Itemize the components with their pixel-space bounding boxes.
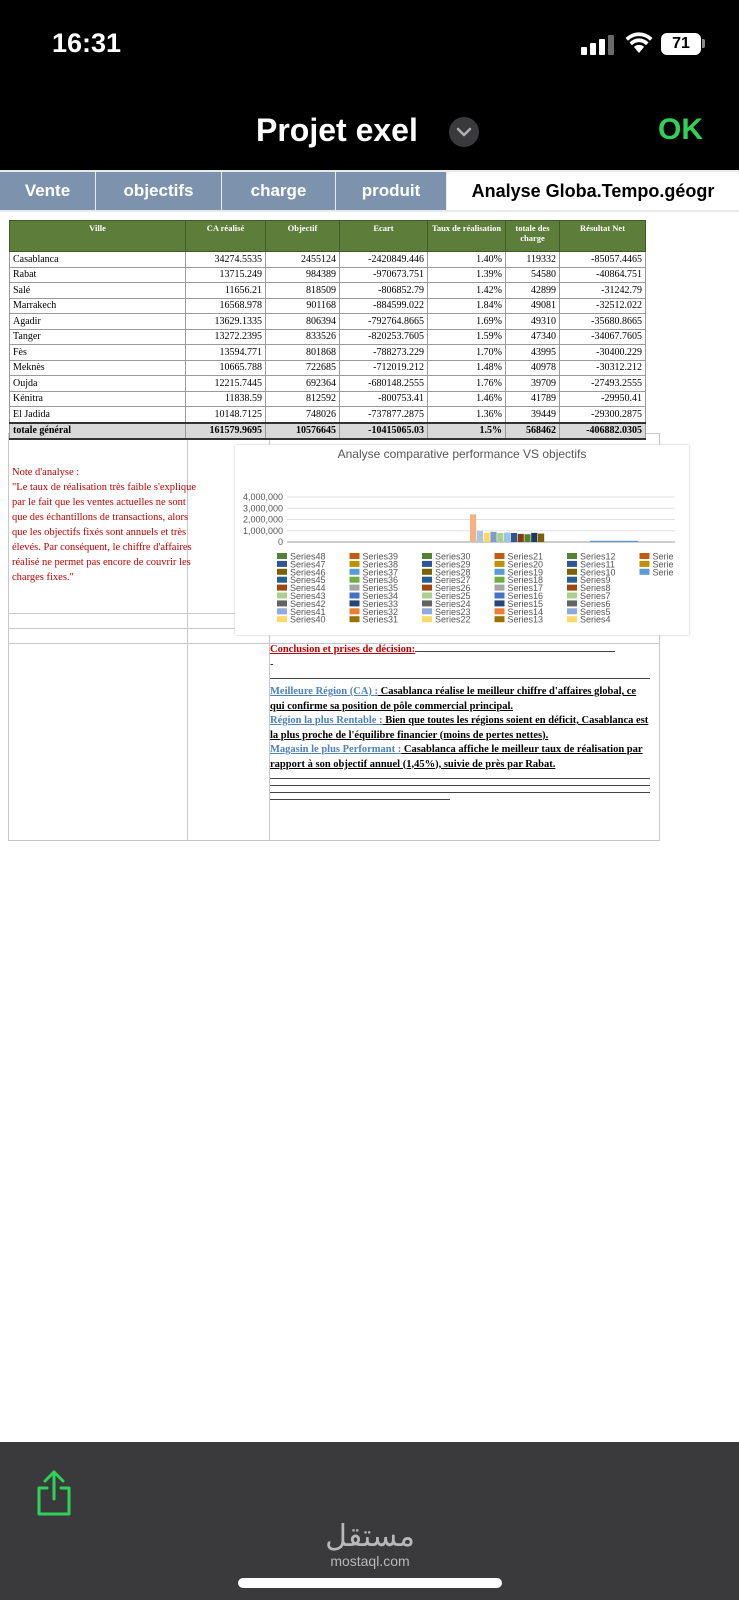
- table-cell[interactable]: 39709: [506, 376, 560, 392]
- legend-label: Series34: [362, 591, 399, 601]
- legend-swatch: [567, 561, 577, 567]
- legend-label: Series47: [290, 559, 326, 570]
- chart-bar: [477, 531, 483, 542]
- note-title: Note d'analyse :: [12, 467, 80, 478]
- legend-label: Series40: [290, 614, 326, 625]
- chart-bar: [518, 534, 524, 542]
- legend-swatch: [350, 561, 360, 567]
- sales-analysis-table: [9, 220, 646, 440]
- table-cell[interactable]: 161579.9695: [186, 423, 266, 440]
- conclusion-item-label: Magasin le plus Performant :: [270, 744, 402, 755]
- legend-label: Series41: [290, 606, 326, 617]
- legend-swatch: [495, 569, 505, 575]
- table-cell[interactable]: 119332: [506, 252, 560, 268]
- table-cell[interactable]: 1.42%: [428, 283, 506, 299]
- home-indicator[interactable]: [238, 1578, 502, 1588]
- y-tick-label: 3,000,000: [242, 503, 283, 514]
- table-cell[interactable]: 43995: [506, 345, 560, 361]
- table-cell[interactable]: 692364: [266, 376, 340, 392]
- chart-bar: [484, 533, 490, 542]
- table-cell[interactable]: 40978: [506, 360, 560, 376]
- table-cell[interactable]: 1.84%: [428, 298, 506, 314]
- legend-label: Series25: [435, 591, 471, 601]
- legend-label: Series15: [507, 598, 544, 609]
- legend-swatch: [350, 608, 360, 614]
- table-cell[interactable]: -820253.7605: [340, 329, 428, 345]
- legend-swatch: [422, 600, 432, 606]
- chart-bar: [470, 514, 476, 542]
- table-cell[interactable]: -30400.229: [560, 345, 646, 361]
- legend-swatch: [277, 577, 287, 583]
- legend-swatch: [495, 577, 505, 583]
- table-cell[interactable]: 2455124: [266, 252, 340, 268]
- chart-bar: [511, 533, 517, 542]
- legend-swatch: [640, 553, 650, 559]
- table-cell[interactable]: -884599.022: [340, 298, 428, 314]
- legend-label: Series43: [290, 591, 326, 601]
- chart-bar: [538, 534, 544, 542]
- table-cell[interactable]: 16568.978: [186, 298, 266, 314]
- status-bar: [0, 0, 739, 90]
- legend-swatch: [277, 600, 287, 606]
- header-ca-realise[interactable]: CA réalisé: [186, 221, 266, 252]
- legend-label: Serie: [652, 567, 674, 578]
- legend-swatch: [495, 561, 505, 567]
- legend-swatch: [495, 553, 505, 559]
- legend-swatch: [495, 593, 505, 599]
- conclusion-item: [270, 685, 650, 714]
- y-tick-label: 2,000,000: [242, 514, 283, 525]
- legend-label: Serie: [652, 559, 674, 570]
- table-cell[interactable]: 812592: [266, 391, 340, 407]
- chart-bar: [531, 533, 537, 542]
- table-cell[interactable]: 1.46%: [428, 391, 506, 407]
- table-row: [10, 267, 646, 283]
- legend-swatch: [567, 616, 577, 622]
- legend-swatch: [567, 608, 577, 614]
- table-cell[interactable]: 13715.249: [186, 267, 266, 283]
- conclusion-item: [270, 743, 650, 772]
- chart-plot: [235, 445, 689, 635]
- conclusion-item-text: Casablanca réalise le meilleur chiffre d'affaires global, ce qui confirme sa position de pôle commercial principal.: [270, 686, 637, 712]
- table-cell[interactable]: 42899: [506, 283, 560, 299]
- legend-swatch: [277, 569, 287, 575]
- header-ville[interactable]: Ville: [10, 221, 186, 252]
- table-cell[interactable]: 748026: [266, 407, 340, 423]
- table-cell[interactable]: Casablanca: [10, 252, 186, 268]
- tab-analyse-globale[interactable]: Analyse Globa.Tempo.géogr: [447, 172, 739, 210]
- divider: [270, 799, 450, 800]
- legend-swatch: [422, 553, 432, 559]
- legend-label: Series14: [507, 606, 544, 617]
- table-cell[interactable]: 10148.7125: [186, 407, 266, 423]
- table-cell[interactable]: 49081: [506, 298, 560, 314]
- table-cell[interactable]: 806394: [266, 314, 340, 330]
- table-cell[interactable]: Meknès: [10, 360, 186, 376]
- spreadsheet-view: [0, 170, 739, 1442]
- table-row: [10, 314, 646, 330]
- ok-button[interactable]: OK: [658, 113, 703, 146]
- legend-label: Series45: [290, 575, 326, 586]
- table-cell[interactable]: 13272.2395: [186, 329, 266, 345]
- table-cell[interactable]: totale général: [10, 423, 186, 440]
- analysis-note[interactable]: [12, 465, 198, 585]
- table-row: [10, 329, 646, 345]
- legend-swatch: [495, 608, 505, 614]
- table-cell[interactable]: -712019.212: [340, 360, 428, 376]
- legend-label: Series13: [507, 614, 544, 625]
- battery-icon: 71: [661, 33, 701, 55]
- table-cell[interactable]: 1.48%: [428, 360, 506, 376]
- table-cell[interactable]: -30312.212: [560, 360, 646, 376]
- table-cell[interactable]: 34274.5535: [186, 252, 266, 268]
- table-cell[interactable]: Agadir: [10, 314, 186, 330]
- watermark-logo: مستقل: [325, 1519, 415, 1554]
- conclusion-item: [270, 714, 650, 743]
- legend-swatch: [422, 561, 432, 567]
- table-header-row: [10, 221, 646, 252]
- legend-swatch: [422, 608, 432, 614]
- chart-title: Analyse comparative performance VS objectifs: [337, 447, 587, 461]
- legend-label: Series9: [580, 575, 611, 586]
- legend-swatch: [350, 593, 360, 599]
- header-taux[interactable]: Taux de réalisation: [428, 221, 506, 252]
- conclusion-item-text: Bien que toutes les régions soient en déficit, Casablanca est la plus proche de l'équilibre financier (moins de pertes nettes).: [270, 715, 649, 741]
- table-cell[interactable]: -27493.2555: [560, 376, 646, 392]
- table-cell[interactable]: 49310: [506, 314, 560, 330]
- tab-charge[interactable]: charge: [222, 172, 336, 210]
- table-cell[interactable]: 901168: [266, 298, 340, 314]
- legend-swatch: [350, 600, 360, 606]
- table-cell[interactable]: 1.5%: [428, 423, 506, 440]
- y-tick-label: 1,000,000: [242, 525, 283, 536]
- table-row: [10, 376, 646, 392]
- table-row: [10, 252, 646, 268]
- legend-label: Serie: [652, 551, 674, 562]
- legend-swatch: [567, 569, 577, 575]
- legend-label: Series22: [435, 614, 471, 625]
- table-cell[interactable]: 984389: [266, 267, 340, 283]
- legend-label: Series31: [362, 614, 399, 625]
- header-ecart[interactable]: Ecart: [340, 221, 428, 252]
- legend-label: Series37: [362, 567, 399, 578]
- chart-bar: [524, 534, 530, 542]
- divider: [270, 792, 650, 793]
- cellular-signal-icon: [581, 35, 617, 55]
- legend-swatch: [422, 616, 432, 622]
- table-cell[interactable]: 13594.771: [186, 345, 266, 361]
- legend-label: Series29: [435, 559, 471, 570]
- chevron-down-icon[interactable]: [449, 117, 479, 147]
- legend-label: Series17: [507, 583, 544, 594]
- legend-label: Series4: [580, 614, 611, 625]
- legend-label: Series21: [507, 551, 544, 562]
- table-cell[interactable]: -29300.2875: [560, 407, 646, 423]
- table-cell[interactable]: 1.39%: [428, 267, 506, 283]
- table-cell[interactable]: 47340: [506, 329, 560, 345]
- header-charges[interactable]: totale des charge: [506, 221, 560, 252]
- tab-vente[interactable]: Vente: [0, 172, 96, 210]
- y-tick-label: 0: [277, 537, 283, 547]
- legend-label: Series33: [362, 598, 399, 609]
- table-cell[interactable]: 1.76%: [428, 376, 506, 392]
- table-row: [10, 283, 646, 299]
- legend-label: Series28: [435, 567, 471, 578]
- table-cell[interactable]: 833526: [266, 329, 340, 345]
- divider: [270, 678, 650, 679]
- header-objectif[interactable]: Objectif: [266, 221, 340, 252]
- table-cell[interactable]: El Jadida: [10, 407, 186, 423]
- conclusion-item-label: Région la plus Rentable :: [270, 715, 383, 726]
- table-cell[interactable]: -792764.8665: [340, 314, 428, 330]
- legend-label: Series10: [580, 567, 616, 578]
- legend-swatch: [495, 585, 505, 591]
- legend-label: Series27: [435, 575, 471, 586]
- table-total-row: [10, 423, 646, 440]
- wifi-icon: [625, 32, 653, 54]
- watermark-text: mostaql.com: [330, 1553, 410, 1569]
- table-cell[interactable]: 54580: [506, 267, 560, 283]
- legend-label: Series5: [580, 606, 611, 617]
- legend-swatch: [567, 577, 577, 583]
- table-cell[interactable]: 1.59%: [428, 329, 506, 345]
- conclusion-item-label: Meilleure Région (CA) :: [270, 686, 378, 697]
- table-row: [10, 298, 646, 314]
- legend-swatch: [495, 600, 505, 606]
- table-cell[interactable]: -806852.79: [340, 283, 428, 299]
- table-cell[interactable]: -34067.7605: [560, 329, 646, 345]
- legend-label: Series48: [290, 551, 326, 562]
- legend-swatch: [422, 593, 432, 599]
- watermark: [311, 1521, 429, 1569]
- legend-label: Series7: [580, 591, 611, 601]
- table-cell[interactable]: 1.36%: [428, 407, 506, 423]
- legend-label: Series8: [580, 583, 611, 594]
- table-cell[interactable]: 41789: [506, 391, 560, 407]
- tab-objectifs[interactable]: objectifs: [96, 172, 222, 210]
- legend-label: Series23: [435, 606, 471, 617]
- table-row: [10, 407, 646, 423]
- table-cell[interactable]: 1.70%: [428, 345, 506, 361]
- table-cell[interactable]: -800753.41: [340, 391, 428, 407]
- legend-label: Series16: [507, 591, 544, 601]
- legend-swatch: [422, 585, 432, 591]
- legend-swatch: [567, 593, 577, 599]
- legend-swatch: [277, 616, 287, 622]
- table-cell[interactable]: -85057.4465: [560, 252, 646, 268]
- sheet-tab-bar: [0, 170, 739, 212]
- legend-swatch: [422, 569, 432, 575]
- table-cell[interactable]: 39449: [506, 407, 560, 423]
- legend-swatch: [277, 593, 287, 599]
- table-cell[interactable]: -32512.022: [560, 298, 646, 314]
- legend-label: Series36: [362, 575, 399, 586]
- legend-label: Series38: [362, 559, 399, 570]
- legend-label: Series6: [580, 598, 611, 609]
- legend-swatch: [495, 616, 505, 622]
- legend-swatch: [277, 553, 287, 559]
- legend-swatch: [350, 577, 360, 583]
- table-cell[interactable]: Tanger: [10, 329, 186, 345]
- table-row: [10, 360, 646, 376]
- battery-tip: [702, 39, 705, 48]
- table-cell[interactable]: -788273.229: [340, 345, 428, 361]
- legend-label: Series30: [435, 551, 471, 562]
- legend-label: Series20: [507, 559, 544, 570]
- table-cell[interactable]: -2420849.446: [340, 252, 428, 268]
- table-cell[interactable]: 13629.1335: [186, 314, 266, 330]
- legend-label: Series11: [580, 559, 615, 570]
- table-cell[interactable]: Fès: [10, 345, 186, 361]
- legend-swatch: [567, 585, 577, 591]
- legend-label: Series39: [362, 551, 399, 562]
- header-resultat-net[interactable]: Résultat Net: [560, 221, 646, 252]
- share-icon[interactable]: [33, 1469, 75, 1517]
- legend-swatch: [277, 585, 287, 591]
- conclusion-dash: -: [270, 658, 274, 670]
- legend-swatch: [350, 585, 360, 591]
- chart-bar: [504, 533, 510, 542]
- table-cell[interactable]: -680148.2555: [340, 376, 428, 392]
- conclusion-block[interactable]: [270, 643, 650, 806]
- legend-swatch: [277, 608, 287, 614]
- table-cell[interactable]: Salé: [10, 283, 186, 299]
- table-cell[interactable]: 10576645: [266, 423, 340, 440]
- chart-bar: [490, 532, 496, 542]
- legend-label: Series46: [290, 567, 326, 578]
- table-cell[interactable]: 1.69%: [428, 314, 506, 330]
- table-cell[interactable]: -29950.41: [560, 391, 646, 407]
- table-cell[interactable]: 568462: [506, 423, 560, 440]
- table-cell[interactable]: -737877.2875: [340, 407, 428, 423]
- table-cell[interactable]: -35680.8665: [560, 314, 646, 330]
- legend-swatch: [567, 600, 577, 606]
- table-cell[interactable]: 722685: [266, 360, 340, 376]
- conclusion-item-text: Casablanca affiche le meilleur taux de réalisation par rapport à son objectif annuel (1,45%), suivie de près par Rabat.: [270, 744, 643, 770]
- table-cell[interactable]: 11838.59: [186, 391, 266, 407]
- legend-swatch: [350, 553, 360, 559]
- tab-produit[interactable]: produit: [336, 172, 447, 210]
- legend-swatch: [350, 569, 360, 575]
- legend-swatch: [350, 616, 360, 622]
- table-cell[interactable]: Kénitra: [10, 391, 186, 407]
- chart-bar: [590, 541, 638, 542]
- legend-label: Series24: [435, 598, 471, 609]
- table-cell[interactable]: 801868: [266, 345, 340, 361]
- legend-swatch: [567, 553, 577, 559]
- comparison-chart[interactable]: [235, 445, 689, 635]
- legend-swatch: [640, 561, 650, 567]
- table-cell[interactable]: -970673.751: [340, 267, 428, 283]
- legend-label: Series26: [435, 583, 471, 594]
- divider: [270, 778, 650, 779]
- table-row: [10, 391, 646, 407]
- table-row: [10, 345, 646, 361]
- status-time: 16:31: [52, 28, 122, 58]
- table-cell[interactable]: Marrakech: [10, 298, 186, 314]
- legend-label: Series44: [290, 583, 326, 594]
- legend-swatch: [277, 561, 287, 567]
- table-cell[interactable]: -40864.751: [560, 267, 646, 283]
- legend-label: Series12: [580, 551, 616, 562]
- table-cell[interactable]: -31242.79: [560, 283, 646, 299]
- table-cell[interactable]: 1.40%: [428, 252, 506, 268]
- legend-label: Series42: [290, 598, 326, 609]
- conclusion-title: Conclusion et prises de décision:: [270, 644, 416, 655]
- table-cell[interactable]: 12215.7445: [186, 376, 266, 392]
- chart-bar: [497, 533, 503, 542]
- note-body: "Le taux de réalisation très faible s'explique par le fait que les ventes actuelles ne sont que des échantillons de transactions, alors que les objectifs fixés sont annuels et très élevés. Par conséquent, le chiffre d'affaires réalisé ne permet pas encore de couvrir les charges fixes.": [12, 482, 197, 583]
- legend-label: Series19: [507, 567, 544, 578]
- table-cell[interactable]: Rabat: [10, 267, 186, 283]
- divider: [270, 785, 650, 786]
- legend-label: Series32: [362, 606, 399, 617]
- table-cell[interactable]: 10665.788: [186, 360, 266, 376]
- table-cell[interactable]: -10415065.03: [340, 423, 428, 440]
- table-cell[interactable]: -406882.0305: [560, 423, 646, 440]
- legend-swatch: [640, 569, 650, 575]
- table-cell[interactable]: 818509: [266, 283, 340, 299]
- table-cell[interactable]: Oujda: [10, 376, 186, 392]
- legend-label: Series18: [507, 575, 544, 586]
- legend-swatch: [422, 577, 432, 583]
- document-title[interactable]: Projet exel: [256, 112, 418, 148]
- table-cell[interactable]: 11656.21: [186, 283, 266, 299]
- y-tick-label: 4,000,000: [242, 492, 283, 502]
- legend-label: Series35: [362, 583, 399, 594]
